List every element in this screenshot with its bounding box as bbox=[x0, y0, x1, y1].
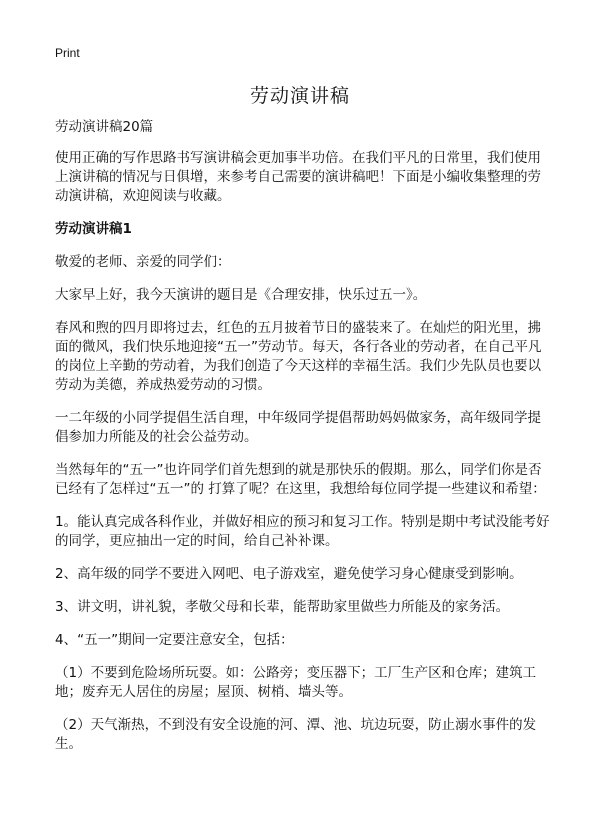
list-item: 1。能认真完成各科作业，并做好相应的预习和复习工作。特别是期中考试没能考好的同学，更应抽出一定的时间，给自己补补课。 bbox=[55, 514, 550, 549]
article-body bbox=[55, 118, 550, 768]
list-item: 3、讲文明，讲礼貌，孝敬父母和长辈，能帮助家里做些力所能及的家务活。 bbox=[55, 599, 510, 615]
paragraph: 一二年级的小同学提倡生活自理，中年级同学提倡帮助妈妈做家务，高年级同学提倡参加力所能及的社会公益劳动。 bbox=[55, 410, 541, 445]
paragraph: 敬爱的老师、亲爱的同学们： bbox=[55, 254, 231, 270]
sub-list-item: （1）不要到危险场所玩耍。如：公路旁；变压器下；工厂生产区和仓库；建筑工地；废弃无人居住的房屋；屋顶、树梢、墙头等。 bbox=[55, 665, 537, 700]
page-title: 劳动演讲稿 bbox=[249, 85, 350, 107]
intro-paragraph: 使用正确的写作思路书写演讲稿会更加事半功倍。在我们平凡的日常里，我们使用上演讲稿的情况与日俱增，来参考自己需要的演讲稿吧！下面是小编收集整理的劳动演讲稿，欢迎阅读与收藏。 bbox=[55, 150, 541, 204]
sub-list-item: （2）天气渐热，不到没有安全设施的河、潭、池、坑边玩耍，防止溺水事件的发生。 bbox=[55, 717, 537, 752]
paragraph: 春风和煦的四月即将过去，红色的五月披着节日的盛装来了。在灿烂的阳光里，拂面的微风，我们快乐地迎接“五一”劳动节。每天，各行各业的劳动者，在自己平凡的岗位上辛勤的劳动着，为我们创造了今天这样的幸福生活。我们少先队员也要以劳动为美德，养成热爱劳动的习惯。 bbox=[55, 320, 542, 393]
section-heading: 劳动演讲稿1 bbox=[55, 221, 132, 237]
print-link[interactable]: Print bbox=[55, 46, 80, 60]
article-subtitle: 劳动演讲稿20篇 bbox=[55, 119, 154, 135]
paragraph: 大家早上好，我今天演讲的题目是《合理安排，快乐过五一》。 bbox=[55, 287, 427, 303]
list-item: 4、“五一”期间一定要注意安全，包括： bbox=[55, 632, 294, 648]
paragraph: 当然每年的“五一”也许同学们首先想到的就是那快乐的假期。那么，同学们你是否已经有了怎样过“五一”的 打算了呢？在这里，我想给每位同学提一些建议和希望： bbox=[55, 462, 546, 497]
list-item: 2、高年级的同学不要进入网吧、电子游戏室，避免使学习身心健康受到影响。 bbox=[55, 566, 523, 582]
